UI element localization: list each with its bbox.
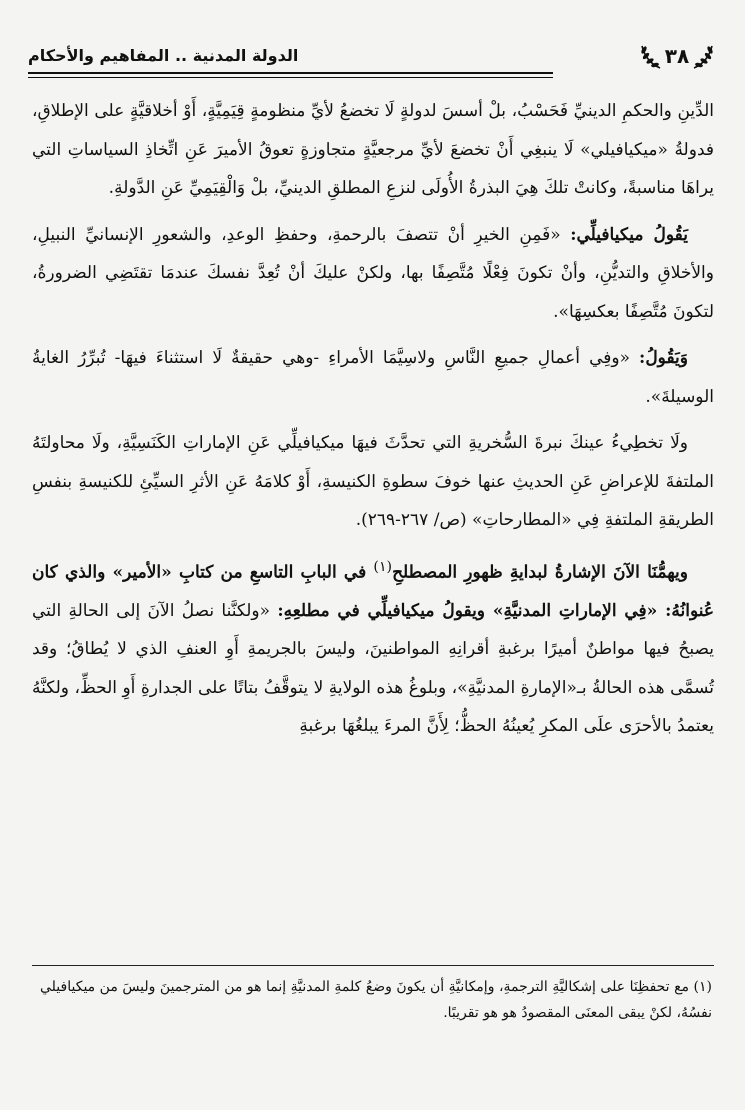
paragraph-3 bbox=[32, 339, 714, 416]
paragraph-1: الدِّينِ والحكمِ الدينيِّ فَحَسْبُ، بلْ أسسَ لدولةٍ لَا تخضعُ لأيِّ منظومةٍ قِيَمِيَّةٍ، أَوْ أخلاقيَّةٍ على الإطلاقِ، فدولةُ «ميكيافيلي» لَا ينبغِي أَنْ تخضعَ لأيِّ مرجعيَّةٍ متجاوزةٍ تعوقُ الأميرَ عَنِ اتِّخاذِ السياساتِ التي يراهَا مناسبةً، وكانتْ تلكَ هِيَ البذرةُ الأُولَى لنزعِ المطلقِ الدينيِّ، بلْ وَالْقِيَمِيِّ عَنِ الدَّولةِ. bbox=[32, 101, 714, 198]
emphasis-text: ويهمُّنَا الآنَ الإشارةُ لبدايةِ ظهورِ المصطلحِ bbox=[392, 562, 688, 583]
page-header bbox=[28, 40, 718, 74]
footnote-ref[interactable]: (١) bbox=[373, 558, 393, 575]
footnotes bbox=[40, 974, 712, 1026]
footnote-1: (١) مع تحفظِنَا على إشكاليَّةِ الترجمةِ، وإمكانيَّةِ أن يكونَ وضعُ كلمةِ المدنيَّةِ إنما هو من المترجمينَ وليسَ من ميكيافيلي نفسُهُ، لكنْ يبقى المعنَى المقصودُ هو هو تقريبًا. bbox=[40, 979, 712, 1021]
paragraph-2 bbox=[32, 216, 714, 332]
quote-text: «وفِي أعمالِ جميعِ النَّاسِ ولاسِيَّمَا الأمراءِ -وهي حقيقةٌ لَا استثناءَ فيهَا- تُبرِّرُ الغايةُ الوسيلةَ». bbox=[32, 348, 714, 407]
footnote-divider bbox=[32, 965, 714, 966]
main-text bbox=[32, 92, 714, 746]
quote-lead: وَيَقُولُ: bbox=[639, 348, 688, 368]
paragraph-4: ولَا تخطِيءُ عينكَ نبرةَ السُّخريةِ التي تحدَّثَ فيهَا ميكيافيلِّي عَنِ الإماراتِ الكَنَسِيَّةِ، ولَا محاولتَهُ الملتفةَ للإعراضِ عَنِ الحديثِ عنها خوفَ سطوةِ الكنيسةِ، أَوْ كلامَهُ عَنِ الأثرِ السيِّئِ للكنيسةِ بنفسِ الطريقةِ الملتفةِ فِي «المطارحاتِ» (ص/ ٢٦٧-٢٦٩). bbox=[32, 433, 714, 530]
quote-lead: يَقُولُ ميكيافيلِّي: bbox=[570, 224, 688, 245]
quote-text: «ولكنَّنا نصلُ الآنَ إلى الحالةِ التي يصبحُ فيها مواطنٌ أميرًا برغبةِ أقرانِهِ المواطنينَ، وليسَ بالجريمةِ أَوِ العنفِ الذي لا يُطاقُ؛ وقد تُسمَّى هذه الحالةُ بـ«الإمارةِ المدنيَّةِ»، وبلوغُ هذه الولايةِ لا يتوقَّفُ بتاتًا على الجدارةِ أَوِ الحظِّ، ولكنَّهُ يعتمدُ بالأحرَى علَى المكرِ يُعينُهُ الحظُّ؛ لِأَنَّ المرءَ يبلغُهَا برغبةِ bbox=[32, 600, 714, 737]
quote-text: «فَمِنِ الخيرِ أنْ تتصفَ بالرحمةِ، وحفظِ الوعدِ، والشعورِ الإنسانيِّ النبيلِ، والأخلاقِ والتديُّنِ، وأنْ تكونَ فِعْلًا مُتَّصِفًا بها، ولكنْ عليكَ أنْ تُعِدَّ نفسكَ عندمَا تقتَضِي الضرورةُ، لتكونَ مُتَّصِفًا بعكسِهَا». bbox=[32, 224, 714, 322]
running-title: الدولة المدنية .. المفاهيم والأحكام bbox=[28, 46, 299, 65]
header-rule bbox=[28, 72, 553, 74]
paragraph-5 bbox=[32, 548, 714, 746]
page-number: ٣٨ bbox=[664, 44, 690, 68]
header-rule-thin bbox=[28, 77, 553, 78]
page-number-badge bbox=[636, 38, 718, 74]
emphasis-text: في البابِ التاسعِ من كتابِ «الأمير» والذي كان عُنوانُهُ: «فِي الإماراتِ المدنيَّةِ» ويقولُ ميكيافيلِّي في مطلعِهِ: bbox=[32, 562, 715, 621]
